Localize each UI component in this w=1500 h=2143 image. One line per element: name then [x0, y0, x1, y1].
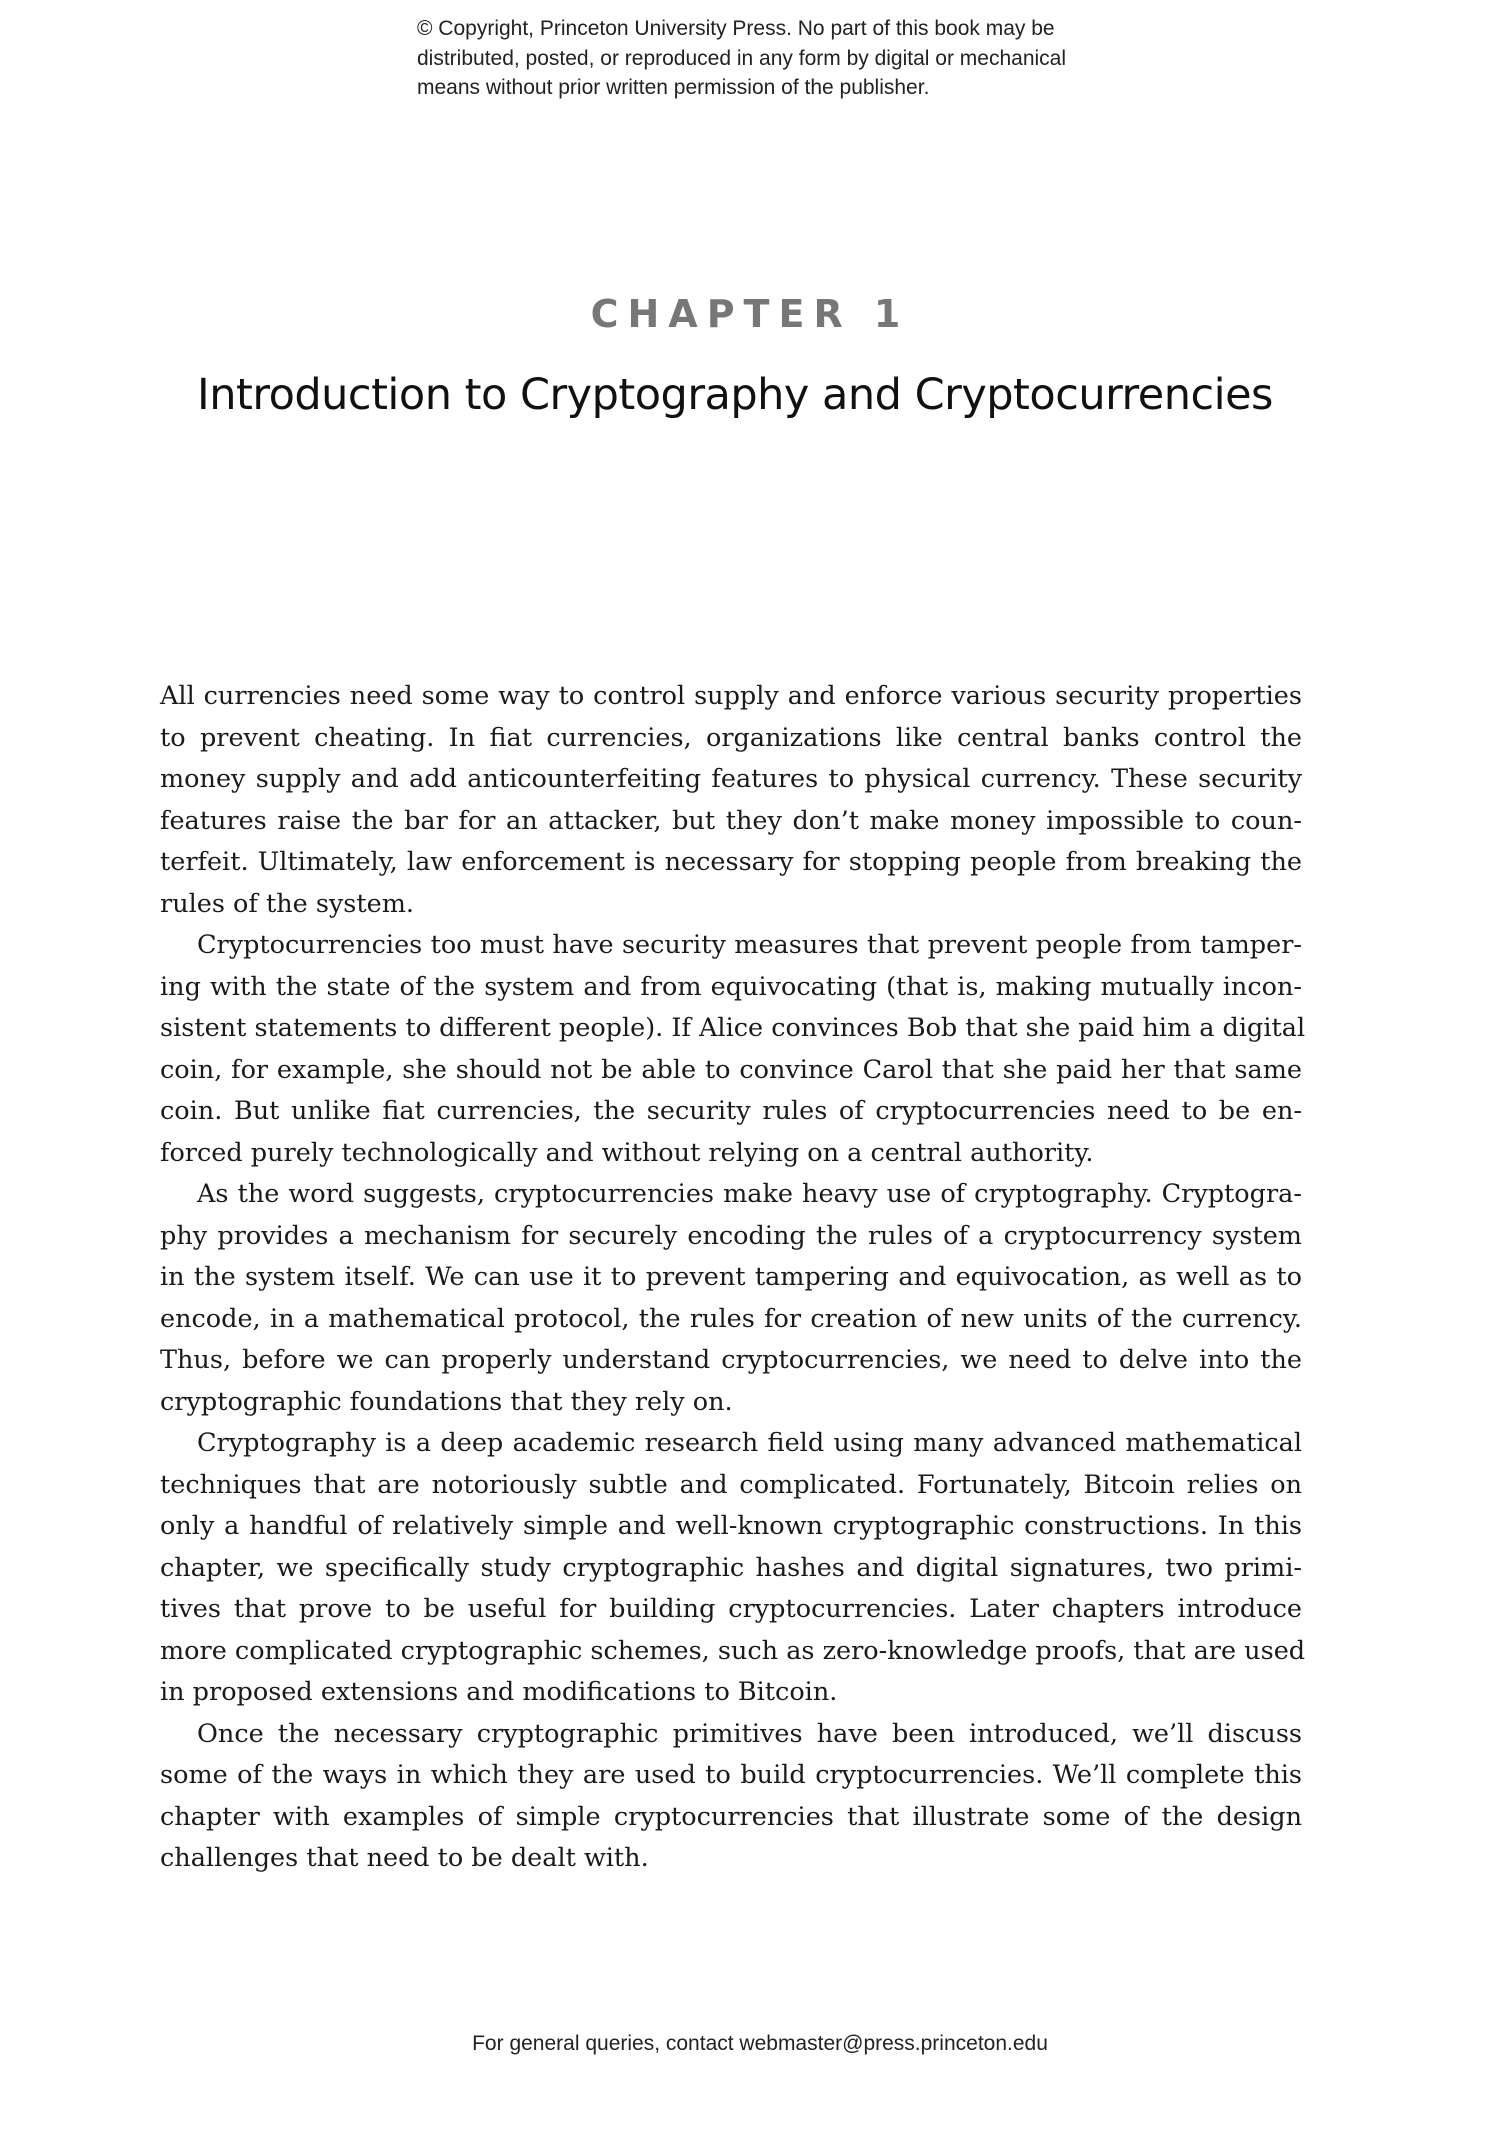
text-line: to prevent cheating. In fiat currencies, organizations like central banks control the	[160, 722, 1302, 753]
paragraph	[160, 1714, 1302, 1880]
text-line: Cryptocurrencies too must have security measures that prevent people from tamper-	[197, 930, 1302, 960]
text-line: some of the ways in which they are used to build cryptocurrencies. We’ll complete this	[160, 1760, 1302, 1790]
text-line: phy provides a mechanism for securely encoding the rules of a cryptocurrency system	[160, 1220, 1302, 1251]
text-line: chapter, we specifically study cryptographic hashes and digital signatures, two primi-	[160, 1552, 1302, 1583]
paragraph	[160, 1423, 1306, 1714]
text-line: money supply and add anticounterfeiting features to physical currency. These security	[160, 764, 1302, 794]
chapter-title: Introduction to Cryptography and Cryptocurrencies	[197, 370, 1273, 420]
paragraph	[160, 925, 1306, 1174]
copyright-notice	[417, 14, 1066, 103]
text-line: ing with the state of the system and from equivocating (that is, making mutually incon-	[160, 971, 1302, 1002]
text-line: Once the necessary cryptographic primitives have been introduced, we’ll discuss	[197, 1718, 1302, 1749]
chapter-label: CHAPTER 1	[590, 292, 910, 336]
paragraph	[160, 1174, 1302, 1423]
text-line: features raise the bar for an attacker, but they don’t make money impossible to coun-	[160, 805, 1302, 836]
text-line: tives that prove to be useful for building cryptocurrencies. Later chapters introduce	[160, 1594, 1302, 1624]
footer-contact: For general queries, contact webmaster@press.princeton.edu	[472, 2032, 1048, 2055]
copyright-line: © Copyright, Princeton University Press. No part of this book may be	[417, 17, 1055, 40]
text-line: in proposed extensions and modifications to Bitcoin.	[160, 1677, 838, 1707]
chapter-body	[160, 676, 1306, 1880]
text-line: As the word suggests, cryptocurrencies make heavy use of cryptography. Cryptogra-	[197, 1179, 1302, 1209]
text-line: techniques that are notoriously subtle and complicated. Fortunately, Bitcoin relies on	[160, 1469, 1302, 1500]
text-line: rules of the system.	[160, 888, 415, 919]
copyright-line: distributed, posted, or reproduced in any form by digital or mechanical	[417, 46, 1067, 70]
text-line: encode, in a mathematical protocol, the rules for creation of new units of the currency.	[160, 1303, 1302, 1334]
text-line: cryptographic foundations that they rely on.	[160, 1386, 733, 1417]
text-line: coin, for example, she should not be able to convince Carol that she paid her that same	[160, 1054, 1302, 1085]
text-line: challenges that need to be dealt with.	[160, 1843, 649, 1873]
text-line: Cryptography is a deep academic research field using many advanced mathematical	[197, 1428, 1302, 1458]
text-line: only a handful of relatively simple and well-known cryptographic constructions. In this	[160, 1511, 1302, 1541]
text-line: in the system itself. We can use it to prevent tampering and equivocation, as well as to	[160, 1262, 1302, 1292]
text-line: terfeit. Ultimately, law enforcement is necessary for stopping people from breaking the	[160, 847, 1302, 877]
text-line: forced purely technologically and without relying on a central authority.	[160, 1137, 1094, 1168]
copyright-line: means without prior written permission of the publisher.	[417, 76, 930, 99]
text-line: Thus, before we can properly understand cryptocurrencies, we need to delve into the	[160, 1345, 1302, 1375]
text-line: chapter with examples of simple cryptocurrencies that illustrate some of the design	[160, 1801, 1302, 1832]
paragraph	[160, 676, 1302, 925]
text-line: coin. But unlike fiat currencies, the security rules of cryptocurrencies need to be en-	[160, 1096, 1302, 1126]
text-line: more complicated cryptographic schemes, such as zero-knowledge proofs, that are used	[160, 1635, 1306, 1666]
text-line: sistent statements to different people). If Alice convinces Bob that she paid him a digital	[160, 1013, 1306, 1043]
text-line: All currencies need some way to control supply and enforce various security properties	[160, 681, 1302, 711]
